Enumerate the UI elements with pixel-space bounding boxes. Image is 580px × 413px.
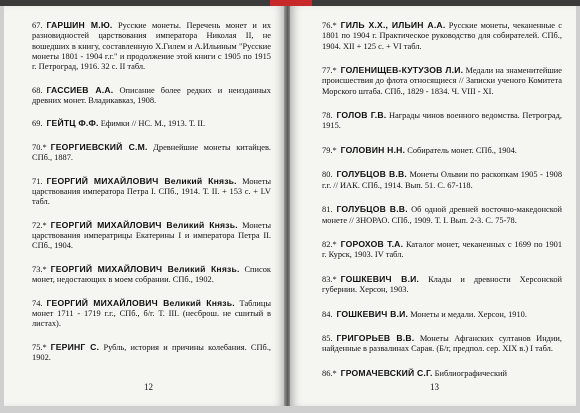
entry-83: 83.* ГОШКЕВИЧ В.И. Клады и древности Херсонской губернии. Херсон, 1903.: [322, 273, 563, 295]
left-entries: [32, 20, 271, 363]
entry-79: 79.* ГОЛОВИН Н.Н. Собиратель монет. СПб., 1904.: [322, 144, 517, 155]
entry-68: 68. ГАССИЕВ А.А. Описание более редких и неизданных древних монет. Владикавказ, 1908.: [32, 84, 271, 105]
entry-84: 84. ГОШКЕВИЧ В.И. Монеты и медали. Херсон, 1910.: [322, 308, 527, 319]
entry-78: 78. ГОЛОВ Г.В. Награды чинов военного ведомства. Петроград, 1915.: [322, 110, 562, 131]
left-page: [4, 6, 285, 406]
entry-81: 81. ГОЛУБЦОВ В.В. Об одной древней восточно-македонской монете // ЗНОРАО. СПб., 1909. Т. I. Вып. 2-3. С. 75-78.: [322, 204, 563, 225]
entry-80: 80. ГОЛУБЦОВ В.В. Монеты Ольвии по раскопкам 1905 - 1908 г.г. // ИАК. СПб., 1914. Вып. 51. С. 67-118.: [322, 169, 563, 190]
entry-85: 85. ГРИГОРЬЕВ В.В. Монеты Афганских султанов Индии, найденные в развалинах Сарая. (Б/г, предпол. сер. XIX в.) I табл.: [322, 333, 562, 354]
entry-76: 76.* ГИЛЬ Х.Х., ИЛЬИН А.А. Русские монеты, чеканенные с 1801 по 1904 г. Практическое руководство для собирателей. СПб., 1904. XII + 125 с. + VI табл.: [322, 20, 563, 51]
entry-67: 67. ГАРШИН М.Ю. Русские монеты. Перечень монет и их разновидностей царствования императора Николая II, не вошедших в книгу, составленную Х.Гилем и А.Ильиным "Русские монеты 1801 - 1904 г.г." и продолжение этой книги с 1905 по 1915 г. Петроград, 1916. 32 с. II табл.: [32, 20, 272, 72]
entry-86: 86.* ГРОМАЧЕВСКИЙ С.Г. Библиографический: [322, 367, 507, 378]
entry-77: 77.* ГОЛЕНИЩЕВ-КУТУЗОВ Л.И. Медали на знаменитейшие происшествия до флота относящиеся // Записки ученого Комитета Морского штаба. СПб., 1829 - 1834. Ч. VIII - XI.: [322, 65, 562, 96]
entry-73: 73.* ГЕОРГИЙ МИХАЙЛОВИЧ Великий Князь. Список монет, недостающих в моем собрании. СПб., 1902.: [32, 263, 271, 285]
right-page: [290, 6, 576, 406]
entry-75: 75.* ГЕРИНГ С. Рубль, история и причины колебания. СПб., 1902.: [32, 341, 272, 363]
entry-69: 69. ГЕЙТЦ Ф.Ф. Ефимки // НС. М., 1913. Т. II.: [32, 118, 206, 129]
entry-82: 82.* ГОРОХОВ Т.А. Каталог монет, чеканенных с 1699 по 1901 г. Курск, 1903. IV табл.: [322, 238, 563, 260]
entry-70: 70.* ГЕОРГИЕВСКИЙ С.М. Древнейшие монеты китайцев. СПб., 1887.: [32, 141, 271, 163]
entry-71: 71. ГЕОРГИЙ МИХАЙЛОВИЧ Великий Князь. Монеты царствования императора Петра I. СПб., 1914. Т. II. + 153 с. + LV табл.: [32, 175, 271, 207]
page-number-left: 12: [144, 381, 153, 392]
page-number-right: 13: [430, 381, 439, 392]
entry-72: 72.* ГЕОРГИЙ МИХАЙЛОВИЧ Великий Князь. Монеты царствования императрицы Екатерины I и императора Петра II. СПб., 1904.: [32, 219, 271, 251]
right-entries: [322, 20, 562, 379]
entry-74: 74. ГЕОРГИЙ МИХАЙЛОВИЧ Великий Князь. Таблицы монет 1711 - 1719 г.г., СПб., б/г. Т. III. (несброш. не сшитый в листах).: [32, 297, 271, 329]
